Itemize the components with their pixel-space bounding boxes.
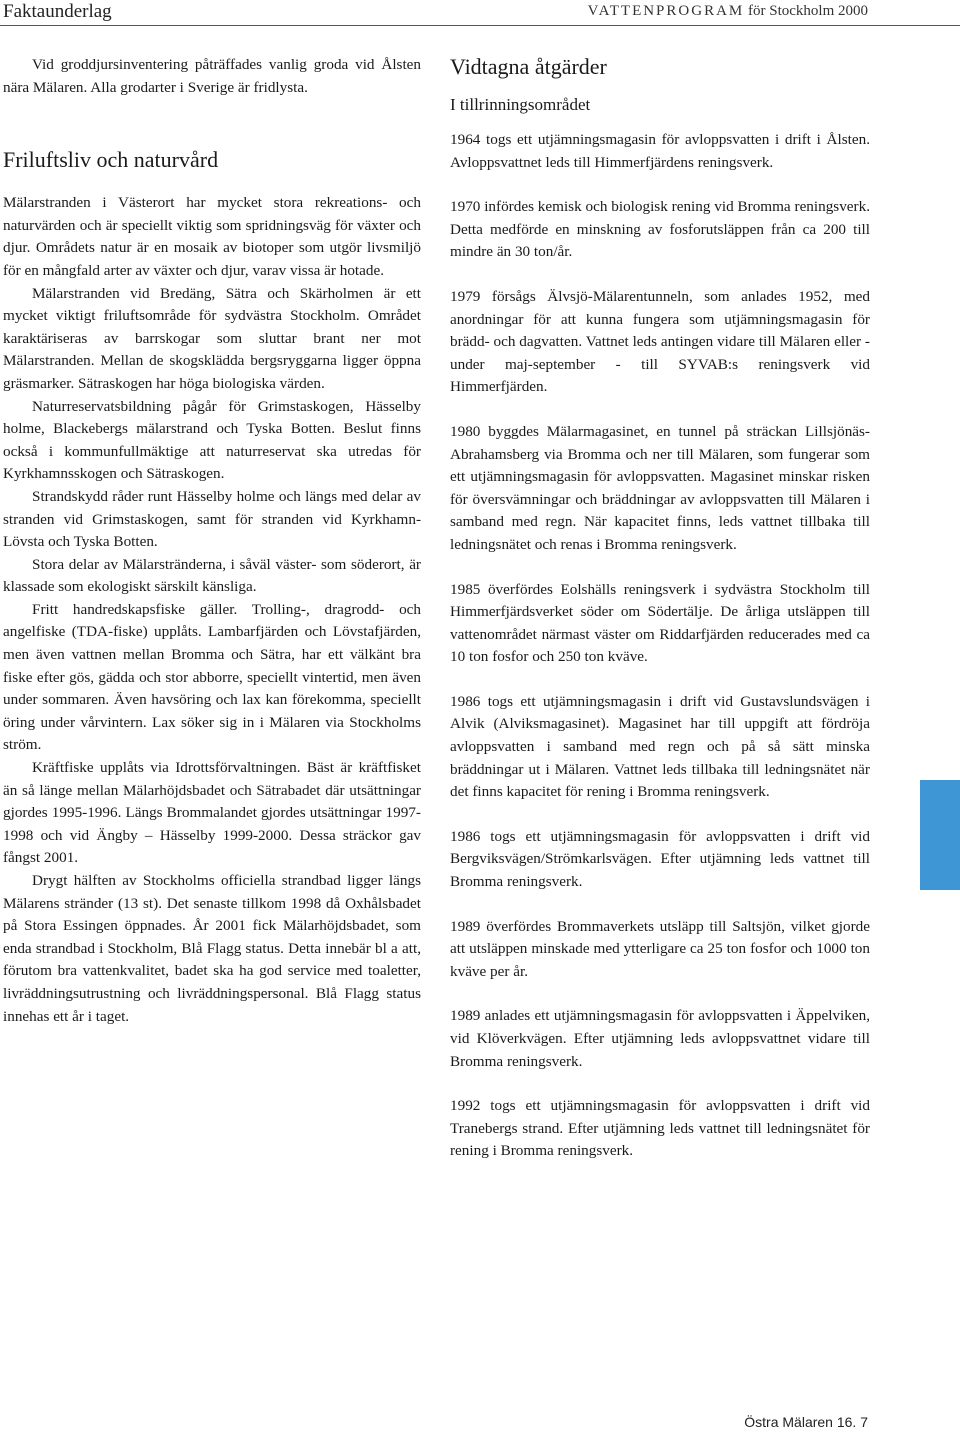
measure-entry: 1989 anlades ett utjämningsmagasin för avloppsvatten i Äppelviken, vid Klöverkvägen. Efter utjämning leds avloppsvattnet vidare till Bromma reningsverk. xyxy=(450,1007,870,1070)
measure-entry: 1979 försågs Älvsjö-Mälarentunneln, som anlades 1952, med anordningar för att kunna fungera som utjämningsmagasin för brädd- och dagvatten. Vattnet leds antingen vidare till Mälaren eller - under maj-september - till SYVAB:s reningsverk vid Himmerfjärden. xyxy=(450,287,870,396)
measure-entry: 1964 togs ett utjämningsmagasin för avloppsvatten i drift i Ålsten. Avloppsvattnet leds till Himmerfjärdens reningsverk. xyxy=(450,131,870,171)
measure-entry: 1986 togs ett utjämningsmagasin i drift vid Gustavslundsvägen i Alvik (Alviksmagasinet). Magasinet har till uppgift att fördröja avloppsvatten i samband med regn och på så sätt minska bräddningar ut i Mälaren. Vattnet leds tillbaka till ledningsnätet när det finns kapacitet för rening i Bromma reningsverk. xyxy=(450,692,870,801)
subsection-heading: I tillrinningsområdet xyxy=(450,95,591,114)
measure-entry: 1992 togs ett utjämningsmagasin för avloppsvatten i drift vid Tranebergs strand. Efter utjämning leds vattnet till ledningsnätet för rening i Bromma reningsverk. xyxy=(450,1097,870,1160)
measure-entry: 1989 överfördes Brommaverkets utsläpp till Saltsjön, vilket gjorde att utsläppen minskade med ytterligare ca 25 ton fosfor och 1000 ton kväve per år. xyxy=(450,917,870,980)
intro-paragraph: Vid groddjursinventering påträffades vanlig groda vid Ålsten nära Mälaren. Alla grodarter i Sverige är fridlysta. xyxy=(3,56,421,96)
program-title xyxy=(588,3,868,20)
body-paragraph: Stora delar av Mälarstränderna, i såväl väster- som söderort, är klassade som ekologiskt särskilt känsliga. xyxy=(3,555,421,596)
section-heading-friluftsliv: Friluftsliv och naturvård xyxy=(3,147,219,173)
page-number: 16. 7 xyxy=(836,1414,868,1430)
chapter-tab-marker xyxy=(920,780,960,890)
section-heading-atgarder: Vidtagna åtgärder xyxy=(450,54,607,79)
body-paragraph: Drygt hälften av Stockholms officiella strandbad ligger längs Mälarens stränder (13 st). Det senaste tillkom 1998 då Oxhålsbadet på Stora Essingen öppnades. År 2001 fick Mälarhöjdsbadet, som enda strandbad i Stockholm, Blå Flagg status. Detta innebär bl a att, förutom bra vattenkvalitet, badet ska ha god service med toaletter, livräddningsutrustning och livräddningspersonal. Blå Flagg status innehas ett år i taget. xyxy=(3,872,421,1025)
body-paragraph: Fritt handredskapsfiske gäller. Trolling-, dragrodd- och angelfiske (TDA-fiske) upplåts. Lambarfjärden och Lövstafjärden, men även vattnen mellan Bromma och Sätra, har ett välkänt bra fiske efter gös, gädda och stor abborre, speciellt vintertid, men även under sommaren. Även havsöring och lax kan förekomma, speciellt öring under vårvintern. Lax söker sig in i Mälaren via Stockholms ström. xyxy=(3,600,421,754)
measure-entry: 1985 överfördes Eolshälls reningsverk i sydvästra Stockholm till Himmerfjärdsverket söder om Södertälje. De årliga utsläppen till vattenområdet närmast väster om Riddarfjärden reducerades med ca 10 ton fosfor och 250 ton kväve. xyxy=(450,580,870,666)
measure-entry: 1986 togs ett utjämningsmagasin för avloppsvatten i drift vid Bergviksvägen/Strömkarlsvägen. Efter utjämning leds vattnet till Bromma reningsverk. xyxy=(450,827,870,891)
left-column xyxy=(3,54,421,1028)
right-column xyxy=(450,53,870,1185)
page-footer xyxy=(744,1414,868,1430)
measure-entry: 1980 byggdes Mälarmagasinet, en tunnel på sträckan Lillsjönäs-Abrahamsberg via Bromma och ner till Mälaren, som fungerar som ett utjämningsmagasin för avloppsvatten. Magasinet minskar risken för översvämningar och bräddningar av avloppsvatten till Mälaren i samband med regn. När kapacitet finns, leds vattnet tillbaka till ledningsnätet och renas i Bromma reningsverk. xyxy=(450,422,870,553)
measure-entry: 1970 infördes kemisk och biologisk rening vid Bromma reningsverk. Detta medförde en minskning av fosforutsläppen från ca 200 till mindre än 30 ton/år. xyxy=(450,198,870,261)
header-divider xyxy=(0,25,960,26)
program-suffix: för Stockholm 2000 xyxy=(748,3,868,19)
body-paragraph: Mälarstranden vid Bredäng, Sätra och Skärholmen är ett mycket viktigt friluftsområde för sydvästra Stockholm. Området karaktäriseras av barrskogar som sluttar brant ner mot Mälarstranden. Mellan de skogsklädda bergsryggarna ligger öppna gräsmarker. Sätraskogen har höga biologiska värden. xyxy=(3,284,421,392)
body-paragraph: Naturreservatsbildning pågår för Grimstaskogen, Hässelby holme, Blackebergs mälarstrand och Tyska Botten. Beslut finns också i kommunfullmäktige att naturreservat ska utredas för Kyrkhamnsskogen och Sätraskogen. xyxy=(3,397,421,483)
document-category: Faktaunderlag xyxy=(3,1,112,22)
body-paragraph: Kräftfiske upplåts via Idrottsförvaltningen. Bäst är kräftfisket än så länge mellan Mälarhöjdsbadet och Sätrabadet där utsättningar gjordes 1995-1996. Längs Brommalandet gjordes utsättningar 1997-1998 och vid Ängby – Hässelby 1999-2000. Dessa sträckor gav fångst 2001. xyxy=(3,759,421,867)
program-name: VATTENPROGRAM xyxy=(587,3,745,19)
body-paragraph: Strandskydd råder runt Hässelby holme och längs med delar av stranden vid Grimstaskogen, samt för stranden vid Kyrkhamn-Lövsta och Tyska Botten. xyxy=(3,487,421,551)
body-paragraph: Mälarstranden i Västerort har mycket stora rekreations- och naturvärden och är speciellt viktig som spridningsväg för växter och djur. Områdets natur är en mosaik av biotoper som utgör livsmiljö för en mångfald arter av växter och djur, varav vissa är hotade. xyxy=(3,194,421,279)
footer-section-label: Östra Mälaren xyxy=(744,1414,833,1430)
